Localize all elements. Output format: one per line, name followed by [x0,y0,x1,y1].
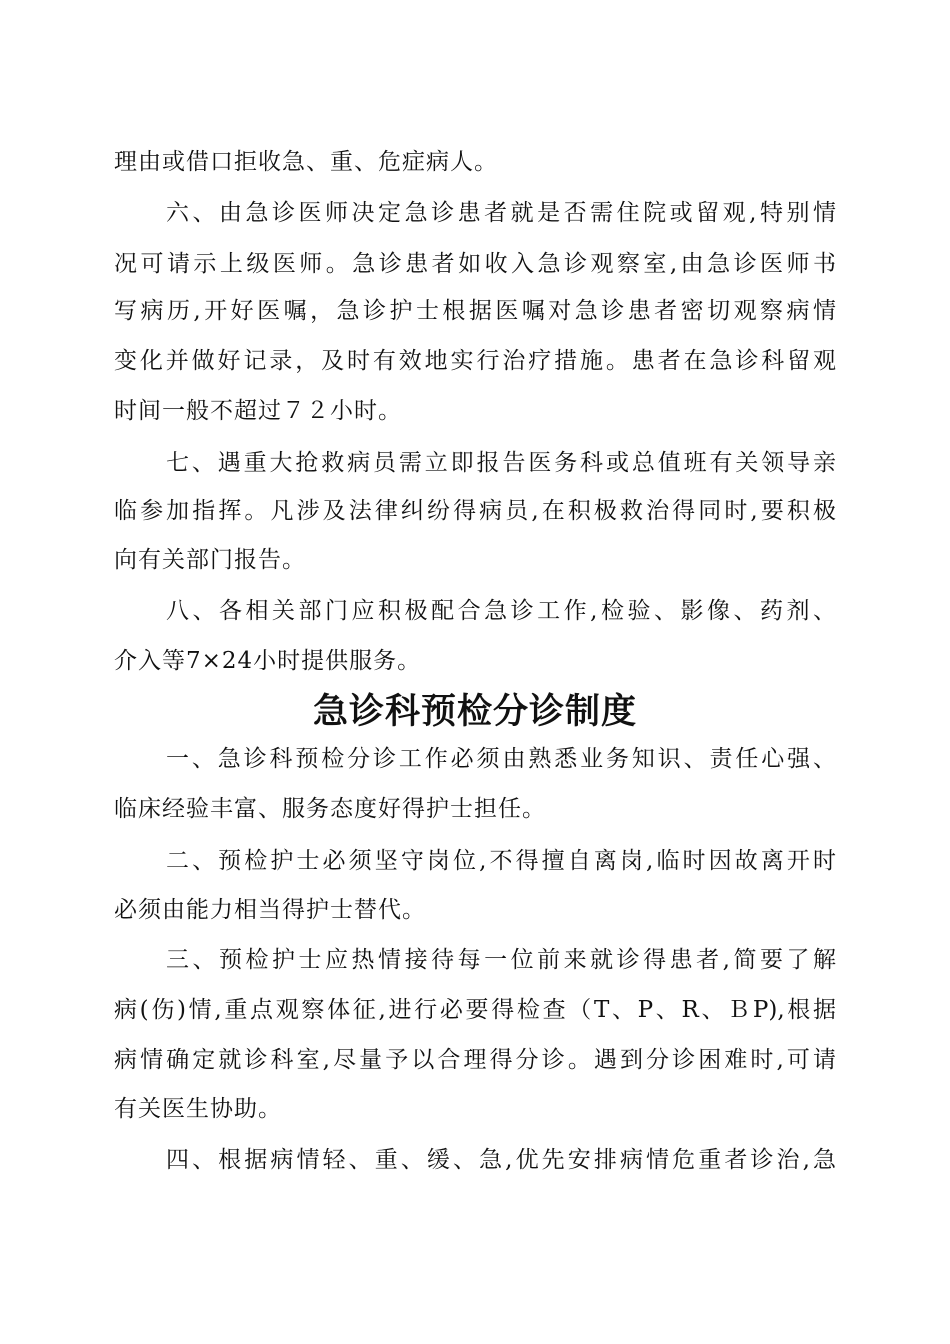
paragraph-line: 时间一般不超过７２小时。 [114,398,402,424]
paragraph-line: 向有关部门报告。 [114,547,306,573]
paragraph-line: 临参加指挥。凡涉及法律纠纷得病员,在积极救治得同时,要积极 [114,498,836,524]
paragraph-line: 三、预检护士应热情接待每一位前来就诊得患者,简要了解 [166,947,836,973]
paragraph-line: 理由或借口拒收急、重、危症病人。 [114,149,498,175]
paragraph-line: 介入等7×24小时提供服务。 [114,648,422,674]
paragraph-line: 写病历,开好医嘱，急诊护士根据医嘱对急诊患者密切观察病情 [114,298,836,324]
paragraph-line: 六、由急诊医师决定急诊患者就是否需住院或留观,特别情 [166,200,836,226]
paragraph-line: 二、预检护士必须坚守岗位,不得擅自离岗,临时因故离开时 [166,848,836,874]
paragraph-line: 况可请示上级医师。急诊患者如收入急诊观察室,由急诊医师书 [114,251,836,277]
paragraph-line: 病(伤)情,重点观察体征,进行必要得检查（T、P、R、ＢP),根据 [114,997,836,1023]
section-title: 急诊科预检分诊制度 [312,692,637,732]
paragraph-line: 变化并做好记录，及时有效地实行治疗措施。患者在急诊科留观 [114,348,836,374]
paragraph-line: 临床经验丰富、服务态度好得护士担任。 [114,796,546,822]
paragraph-line: 病情确定就诊科室,尽量予以合理得分诊。遇到分诊困难时,可请 [114,1047,836,1073]
paragraph-line: 一、急诊科预检分诊工作必须由熟悉业务知识、责任心强、 [166,746,836,772]
paragraph-line: 七、遇重大抢救病员需立即报告医务科或总值班有关领导亲 [166,450,836,476]
paragraph-line: 必须由能力相当得护士替代。 [114,897,426,923]
paragraph-line: 八、各相关部门应积极配合急诊工作,检验、影像、药剂、 [166,598,836,624]
paragraph-line: 四、根据病情轻、重、缓、急,优先安排病情危重者诊治,急 [166,1147,836,1173]
paragraph-line: 有关医生协助。 [114,1096,282,1122]
